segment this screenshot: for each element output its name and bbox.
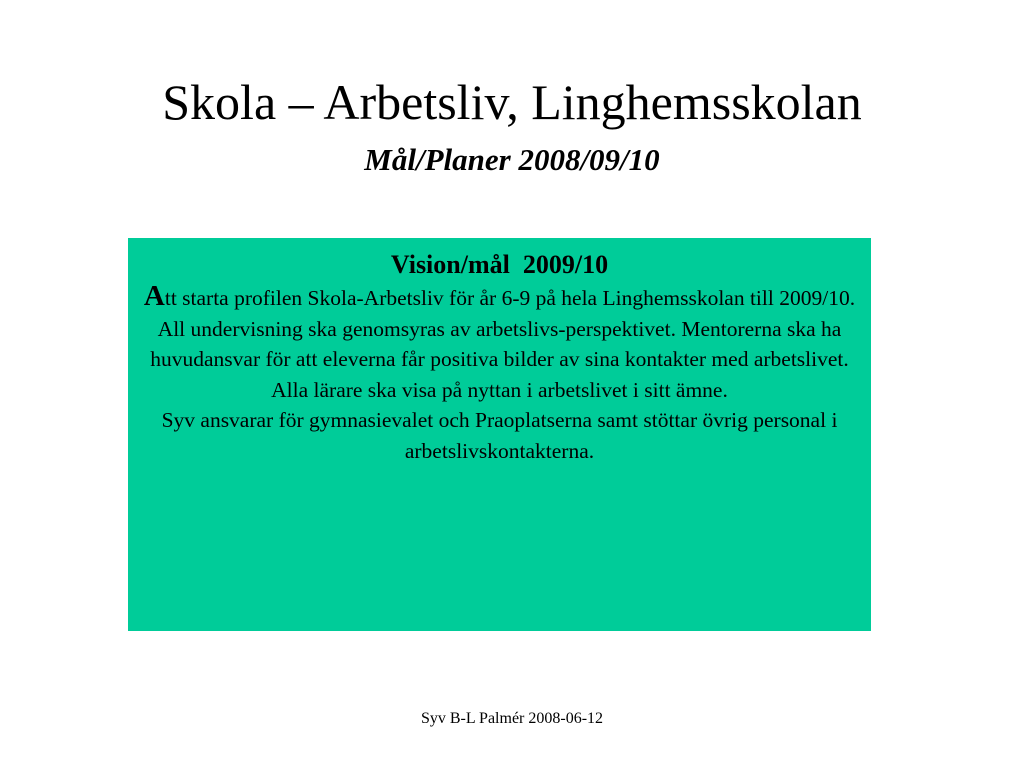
slide-footer: Syv B-L Palmér 2008-06-12	[420, 710, 604, 727]
vision-drop-cap: A	[143, 280, 165, 312]
syv-paragraph: Syv ansvarar för gymnasievalet och Praoplatserna samt stöttar övrig personal i arbetslivskontakterna.	[161, 408, 838, 463]
vision-paragraph	[140, 282, 859, 405]
vision-heading: Vision/mål 2009/10	[390, 250, 609, 279]
vision-paragraph-text: tt starta profilen Skola-Arbetsliv för år 6-9 på hela Linghemsskolan till 2009/10. All undervisning ska genomsyras av arbetslivs-perspektivet. Mentorerna ska ha huvudansvar för att eleverna får positiva bilder av sina kontakter med arbetslivet. Alla lärare ska visa på nyttan i arbetslivet i sitt ämne.	[150, 286, 856, 402]
slide-subtitle: Mål/Planer 2008/09/10	[364, 142, 660, 177]
vision-box	[128, 238, 871, 631]
slide-title: Skola – Arbetsliv, Linghemsskolan	[162, 74, 862, 130]
